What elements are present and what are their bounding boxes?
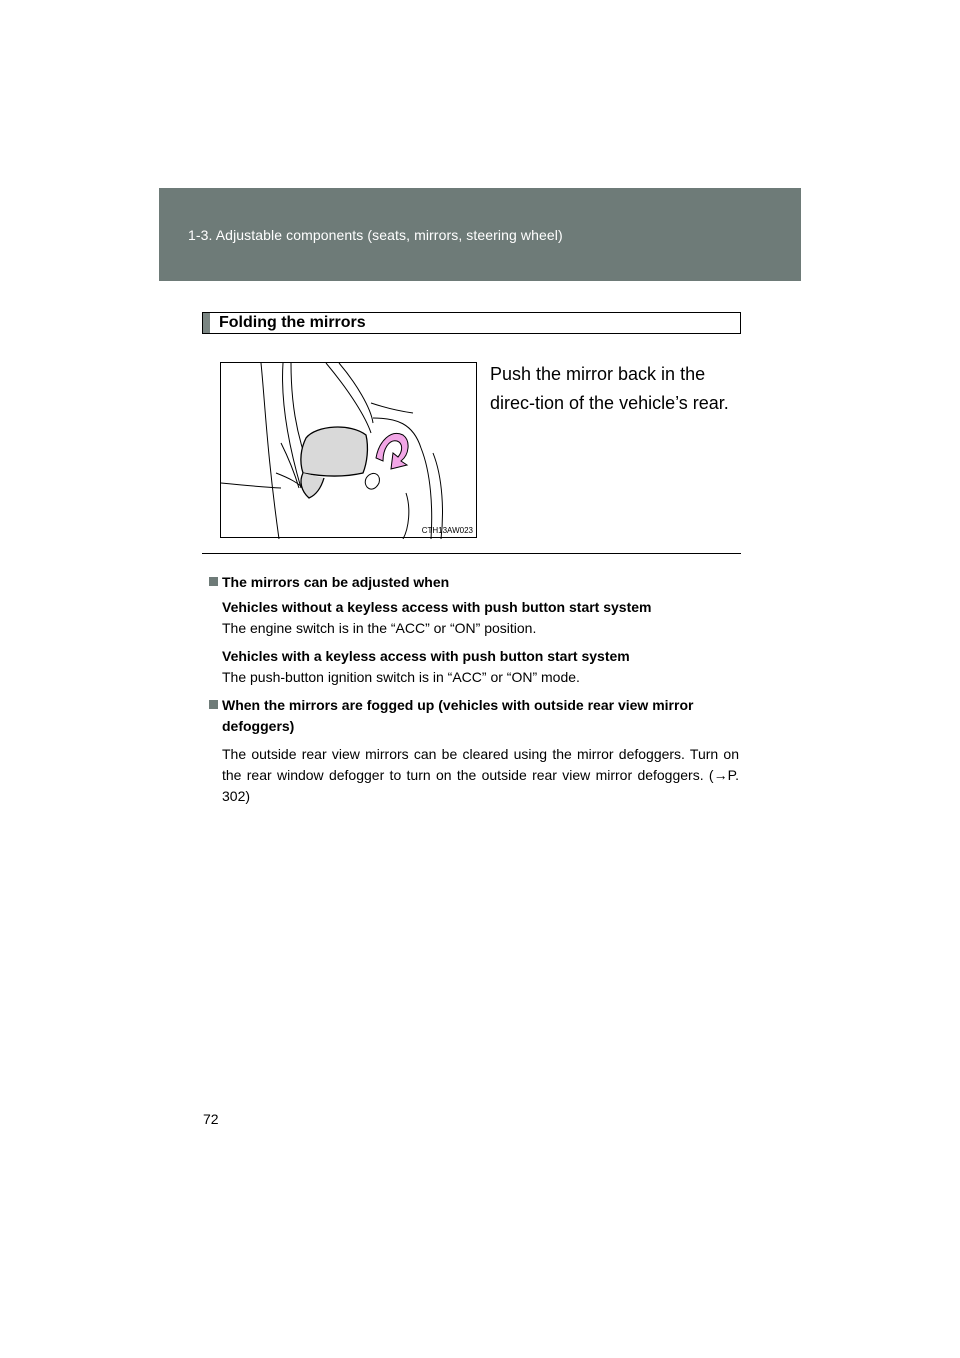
instruction-text: Push the mirror back in the direc-tion of the vehicle’s rear.	[490, 364, 729, 413]
note-label: Vehicles with a keyless access with push button start system	[222, 648, 630, 664]
mirror-illustration	[220, 362, 477, 538]
notes	[209, 572, 739, 807]
chapter-header: 1-3. Adjustable components (seats, mirrors, steering wheel)	[188, 227, 563, 243]
mirror-housing	[301, 427, 368, 476]
note-heading: The mirrors can be adjusted when	[209, 572, 739, 593]
note-text: The push-button ignition switch is in “ACC” or “ON” mode.	[222, 669, 580, 685]
section-divider	[202, 553, 741, 554]
note-text: The engine switch is in the “ACC” or “ON” position.	[222, 620, 537, 636]
rotation-arrow	[376, 433, 408, 469]
section-title: Folding the mirrors	[219, 314, 366, 331]
section-accent	[203, 313, 210, 333]
bullet-square-icon	[209, 577, 218, 586]
section-title-bar	[202, 312, 741, 334]
note-label: Vehicles without a keyless access with push button start system	[222, 599, 652, 615]
figure-code: CTH13AW023	[421, 526, 473, 535]
note-body: The outside rear view mirrors can be cleared using the mirror defoggers. Turn on the rear window defogger to turn on the outside rear view mirror defoggers. (→P. 302)	[222, 746, 739, 804]
note-heading: When the mirrors are fogged up (vehicles with outside rear view mirror defoggers)	[209, 695, 739, 737]
bullet-square-icon	[209, 700, 218, 709]
folding-mirror-drawing	[221, 363, 478, 539]
page-number: 72	[203, 1111, 219, 1127]
